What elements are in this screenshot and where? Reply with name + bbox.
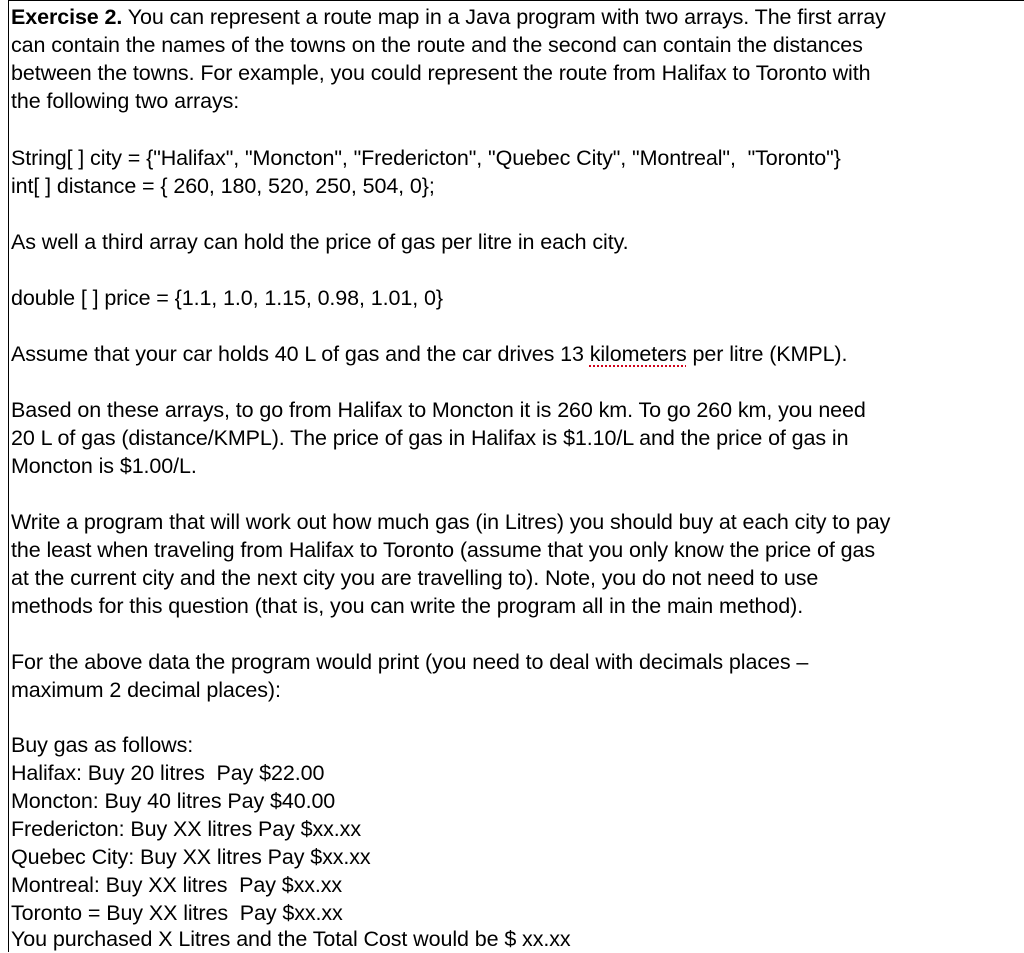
kilometers-word: kilometers bbox=[589, 342, 687, 366]
based-line-3: Moncton is $1.00/L. bbox=[11, 454, 197, 478]
assume-before: Assume that your car holds 40 L of gas and the car drives 13 bbox=[11, 342, 590, 366]
output-row-quebec-city: Quebec City: Buy XX litres Pay $xx.xx bbox=[11, 845, 371, 869]
distance-array-line: int[ ] distance = { 260, 180, 520, 250, 504, 0}; bbox=[11, 174, 435, 198]
intro-line-4: the following two arrays: bbox=[11, 89, 240, 113]
output-intro-line-2: maximum 2 decimal places): bbox=[11, 678, 281, 702]
price-array-line: double [ ] price = {1.1, 1.0, 1.15, 0.98, 1.01, 0} bbox=[11, 286, 443, 310]
output-intro-line-1: For the above data the program would print (you need to deal with decimals places – bbox=[11, 650, 809, 674]
task-line-3: at the current city and the next city you are travelling to). Note, you do not need to use bbox=[11, 566, 819, 590]
based-line-2: 20 L of gas (distance/KMPL). The price of gas in Halifax is $1.10/L and the price of gas in bbox=[11, 426, 849, 450]
output-row-moncton: Moncton: Buy 40 litres Pay $40.00 bbox=[11, 789, 336, 813]
intro-text-1: You can represent a route map in a Java program with two arrays. The first array bbox=[122, 5, 886, 29]
task-line-2: the least when traveling from Halifax to Toronto (assume that you only know the price of gas bbox=[11, 538, 875, 562]
output-row-toronto: Toronto = Buy XX litres Pay $xx.xx bbox=[11, 901, 343, 925]
assume-after: per litre (KMPL). bbox=[686, 342, 848, 366]
output-total: You purchased X Litres and the Total Cost would be $ xx.xx bbox=[11, 927, 571, 951]
task-line-1: Write a program that will work out how much gas (in Litres) you should buy at each city to pay bbox=[11, 510, 891, 534]
third-array-line: As well a third array can hold the price of gas per litre in each city. bbox=[11, 230, 629, 254]
output-row-montreal: Montreal: Buy XX litres Pay $xx.xx bbox=[11, 873, 343, 897]
exercise-label: Exercise 2. bbox=[11, 5, 123, 29]
intro-line-1 bbox=[11, 3, 886, 31]
output-header: Buy gas as follows: bbox=[11, 733, 194, 757]
city-array-line: String[ ] city = {"Halifax", "Moncton", "Fredericton", "Quebec City", "Montreal", "Toronto"} bbox=[11, 146, 841, 170]
exercise-document bbox=[8, 0, 1024, 952]
task-line-4: methods for this question (that is, you can write the program all in the main method). bbox=[11, 594, 804, 618]
output-row-fredericton: Fredericton: Buy XX litres Pay $xx.xx bbox=[11, 817, 361, 841]
based-line-1: Based on these arrays, to go from Halifax to Moncton it is 260 km. To go 260 km, you need bbox=[11, 398, 866, 422]
intro-line-3: between the towns. For example, you could represent the route from Halifax to Toronto with bbox=[11, 61, 871, 85]
assume-line bbox=[11, 340, 847, 368]
output-row-halifax: Halifax: Buy 20 litres Pay $22.00 bbox=[11, 761, 325, 785]
intro-line-2: can contain the names of the towns on the route and the second can contain the distances bbox=[11, 33, 863, 57]
